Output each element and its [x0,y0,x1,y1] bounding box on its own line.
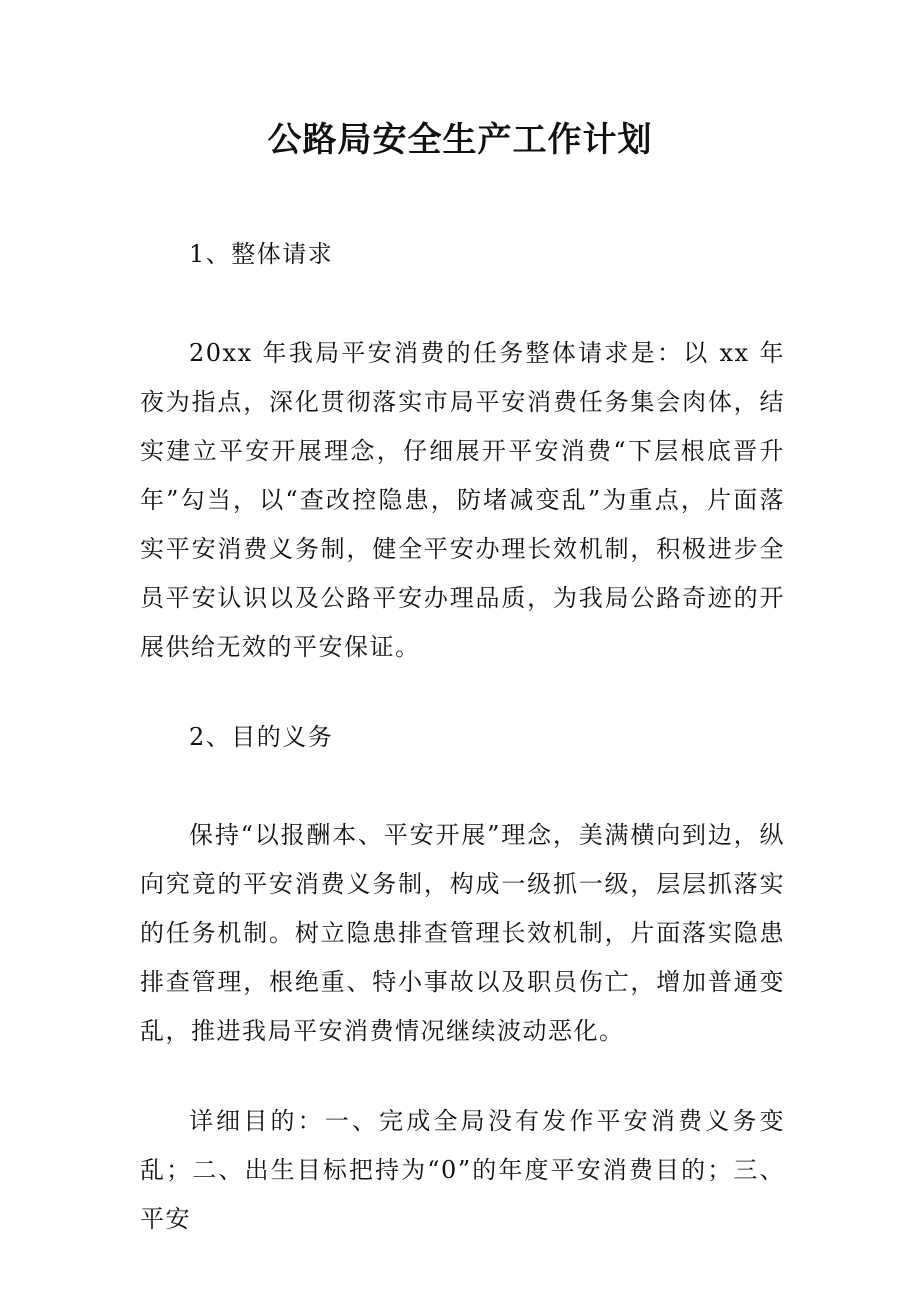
document-title: 公路局安全生产工作计划 [267,120,653,160]
targets-paragraph: 详细目的：一、完成全局没有发作平安消费义务变乱；二、出生目标把持为“0”的年度平安消费目的；三、平安 [140,1107,785,1233]
section-paragraph-1: 20xx 年我局平安消费的任务整体请求是：以 xx 年夜为指点，深化贯彻落实市局平安消费任务集会肉体，结实建立平安开展理念，仔细展开平安消费“下层根底晋升年”勾当，以“查改控隐患，防堵减变乱”为重点，片面落实平安消费义务制，健全平安办理长效机制，积极进步全员平安认识以及公路平安办理品质，为我局公路奇迹的开展供给无效的平安保证。 [140,339,785,661]
section-heading-1: 1、整体请求 [189,240,334,268]
section-paragraph-2: 保持“以报酬本、平安开展”理念，美满横向到边，纵向究竟的平安消费义务制，构成一级抓一级，层层抓落实的任务机制。树立隐患排查管理长效机制，片面落实隐患排查管理，根绝重、特小事故以及职员伤亡，增加普通变乱，推进我局平安消费情况继续波动恶化。 [140,821,785,1045]
section-heading-2: 2、目的义务 [189,723,334,751]
